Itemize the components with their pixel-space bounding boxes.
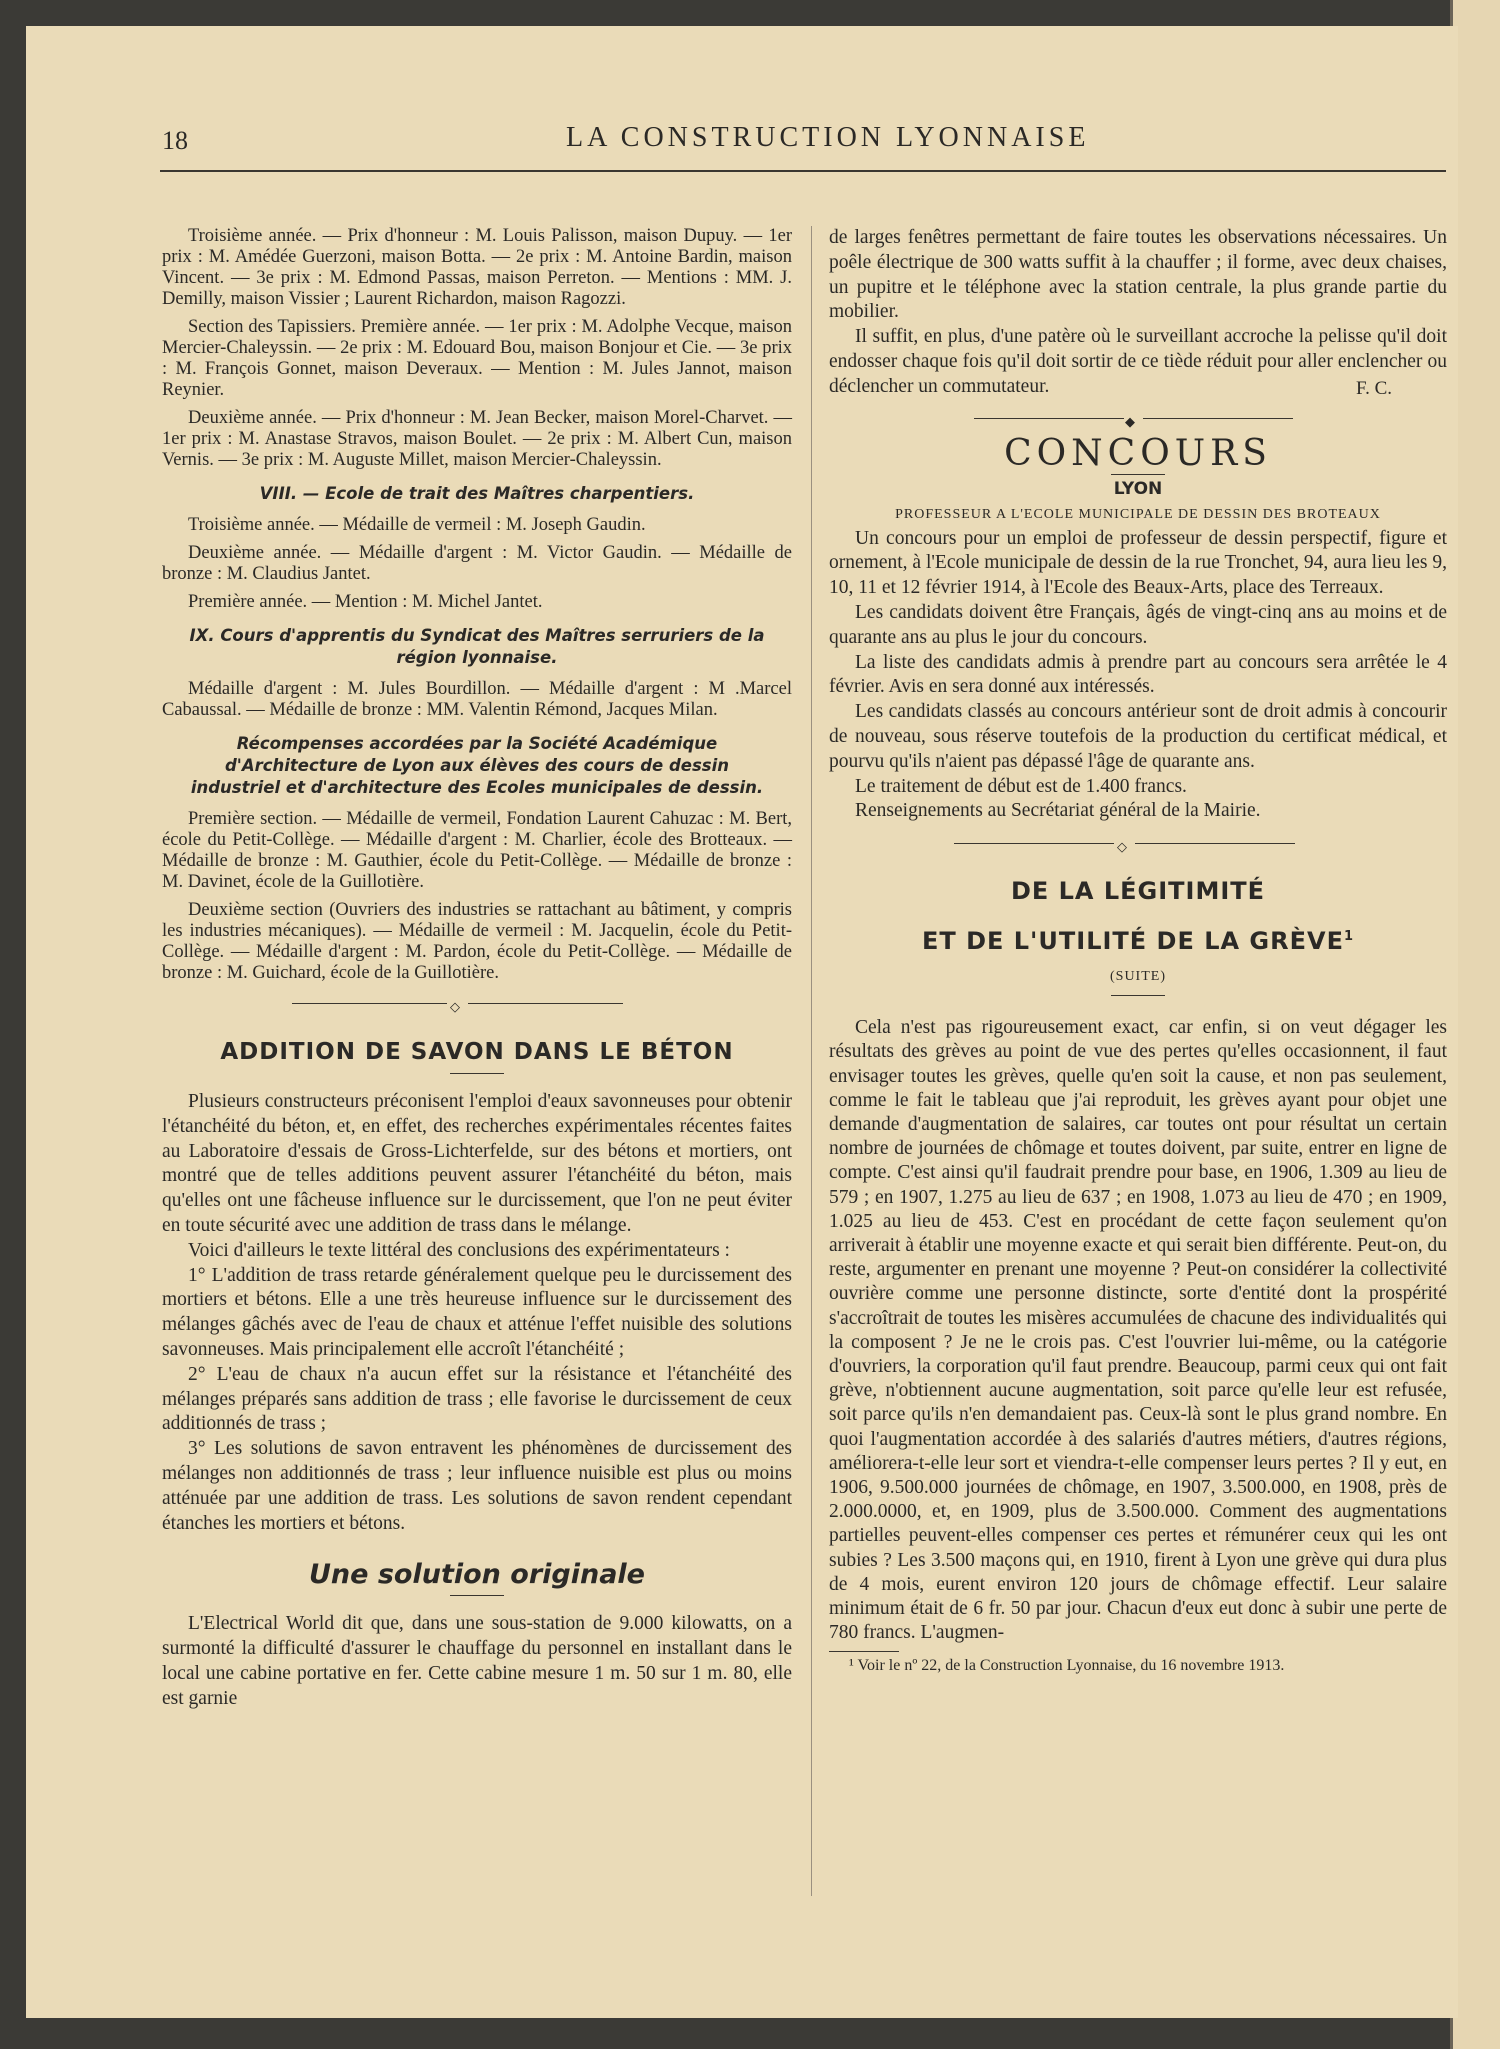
- column-divider: [811, 226, 812, 1896]
- footnote-mark: 1: [1343, 929, 1355, 945]
- ornament-divider: ◇: [162, 992, 792, 1014]
- left-column: [162, 226, 792, 1712]
- article-paragraph: Voici d'ailleurs le texte littéral des conclusions des expérimentateurs :: [188, 1239, 730, 1261]
- article-paragraph: Les candidats classés au concours antérieur sont de droit admis à concourir de nouveau, sous réserve toutefois de la production du certificat médical, et pourvu qu'ils n'aient pas dépassé l'âge de quarante ans.: [829, 701, 1447, 772]
- awards-paragraph: Médaille d'argent : M. Jules Bourdillon. — Médaille d'argent : M .Marcel Cabaussal. — Médaille de bronze : MM. Valentin Rémond, Jacques Milan.: [162, 679, 792, 720]
- article-title: DE LA LÉGITIMITÉ: [1010, 877, 1266, 906]
- title-rule: [1111, 995, 1165, 996]
- article-title: Une solution originale: [309, 1559, 645, 1591]
- awards-paragraph: Section des Tapissiers. Première année. — 1er prix : M. Adolphe Vecque, maison Mercier-Chaleyssin. — 2e prix : M. Edouard Bou, maison Bonjour et Cie. — 3e prix : M. François Gonnet, maison Deveraux. — Mention : M. Jules Jannot, maison Reynier.: [162, 317, 792, 400]
- journal-title: LA CONSTRUCTION LYONNAISE: [566, 122, 1090, 153]
- section-heading: Récompenses accordées par la Société Académique d'Architecture de Lyon aux élèves des cours de dessin industriel et d'architecture des Ecoles municipales de dessin.: [190, 734, 764, 797]
- section-heading: VIII. — Ecole de trait des Maîtres charpentiers.: [259, 484, 695, 503]
- header-rule: [160, 170, 1446, 172]
- article-paragraph: Il suffit, en plus, d'une patère où le surveillant accroche la pelisse qu'il doit endosser chaque fois qu'il doit sortir de ce tiède réduit pour aller enclencher ou déclencher un commutateur.: [829, 326, 1447, 397]
- right-column: [829, 226, 1447, 1676]
- article-paragraph: de larges fenêtres permettant de faire toutes les observations nécessaires. Un poêle électrique de 300 watts suffit à la chauffer ; il forme, avec deux chaises, un pupitre et le téléphone avec la station centrale, la plus grande partie du mobilier.: [829, 227, 1447, 323]
- section-title: CONCOURS: [1004, 432, 1272, 474]
- awards-paragraph: Première année. — Mention : M. Michel Jantet.: [188, 592, 543, 612]
- article-title-line: ET DE L'UTILITÉ DE LA GRÈVE: [921, 927, 1344, 956]
- ornament-divider: ◆: [829, 407, 1447, 429]
- title-rule: [1111, 474, 1165, 475]
- title-rule: [450, 1595, 504, 1596]
- article-paragraph: Les candidats doivent être Français, âgés de vingt-cinq ans au moins et de quarante ans au plus le jour du concours.: [829, 601, 1447, 648]
- article-paragraph: Un concours pour un emploi de professeur de dessin perspectif, figure et ornement, à l'Ecole municipale de dessin de la rue Tronchet, 94, aura lieu les 9, 10, 11 et 12 février 1914, à l'Ecole des Beaux-Arts, place des Terreaux.: [829, 527, 1447, 599]
- awards-paragraph: Première section. — Médaille de vermeil, Fondation Laurent Cahuzac : M. Bert, école du Petit-Collège. — Médaille d'argent : M. Charlier, école des Brotteaux. — Médaille de bronze : M. Gauthier, école du Petit-Collège. — Médaille de bronze : M. Davinet, école de la Guillotière.: [162, 809, 792, 892]
- awards-paragraph: Troisième année. — Médaille de vermeil : M. Joseph Gaudin.: [188, 515, 646, 535]
- article-paragraph: Le traitement de début est de 1.400 francs.: [855, 775, 1187, 797]
- article-paragraph: 1° L'addition de trass retarde généralement quelque peu le durcissement des mortiers et bétons. Elle a une très heureuse influence sur le durcissement des mélanges gâchés avec de l'eau de chaux et atténue l'effet nuisible des solutions savonneuses. Mais principalement elle accroît l'étanchéité ;: [162, 1264, 792, 1360]
- awards-paragraph: Deuxième année. — Prix d'honneur : M. Jean Becker, maison Morel-Charvet. — 1er prix : M. Anastase Stravos, maison Boulet. — 2e prix : M. Albert Cun, maison Vernis. — 3e prix : M. Auguste Millet, maison Mercier-Chaleyssin.: [162, 408, 792, 470]
- awards-paragraph: Deuxième section (Ouvriers des industries se rattachant au bâtiment, y compris les industries mécaniques). — Médaille de vermeil : M. Jacquelin, école du Petit-Collège. — Médaille d'argent : M. Pardon, école du Petit-Collège. — Médaille de bronze : M. Guichard, école de la Guillotière.: [162, 900, 792, 983]
- author-signature: F. C.: [1356, 377, 1392, 399]
- article-title: [829, 914, 1447, 964]
- article-paragraph: 2° L'eau de chaux n'a aucun effet sur la résistance et l'étanchéité des mélanges préparés sans addition de trass ; elle favorise le durcissement de ceux additionnés de trass ;: [162, 1363, 792, 1435]
- continued-label: (SUITE): [1110, 969, 1166, 985]
- ornament-divider: ◇: [829, 832, 1447, 854]
- article-paragraph: La liste des candidats admis à prendre part au concours sera arrêtée le 4 février. Avis en sera donné aux intéressés.: [829, 651, 1447, 698]
- title-rule: [450, 1073, 504, 1074]
- article-paragraph: Renseignements au Secrétariat général de la Mairie.: [855, 800, 1261, 822]
- subsection-subtitle: PROFESSEUR A L'ECOLE MUNICIPALE DE DESSIN DES BROTEAUX: [895, 506, 1381, 522]
- footnote: ¹ Voir le nº 22, de la Construction Lyonnaise, du 16 novembre 1913.: [849, 1657, 1285, 1675]
- article-paragraph: Cela n'est pas rigoureusement exact, car enfin, si on veut dégager les résultats des grèves au point de vue des pertes qu'elles occasionnent, il faut envisager toutes les grèves, quelle qu'en soit la cause, et non pas seulement, comme le fait le tableau que j'ai reproduit, les grèves ayant pour objet une demande d'augmentation de salaires, car toutes ont pour résultat un certain nombre de journées de chômage et toutes doivent, par suite, entrer en ligne de compte. C'est ainsi qu'il faudrait prendre pour base, en 1906, 1.309 au lieu de 579 ; en 1907, 1.275 au lieu de 637 ; en 1908, 1.073 au lieu de 470 ; en 1909, 1.025 au lieu de 453. C'est en procédant de cette façon seulement qu'on arriverait à établir une moyenne exacte et qui serait bien différente. Peut-on, du reste, argumenter en prenant une moyenne ? Peut-on considérer la collectivité ouvrière comme une personne distincte, sorte d'entité dont la prospérité s'accroîtrait de toutes les misères accumulées de chacune des individualités qui la composent ? Je ne le crois pas. C'est l'ouvrier lui-même, ou la catégorie d'ouvriers, la corporation qu'il faut prendre. Beaucoup, parmi ceux qui ont fait grève, n'obtiennent aucune augmentation, soit parce qu'elle leur est refusée, soit parce qu'ils n'en demandaient pas. Ceux-là sont le plus grand nombre. En quoi l'augmentation accordée à des salariés d'autres métiers, d'autres régions, améliorera-t-elle leur sort et viendra-t-elle compenser leurs pertes ? Il y eut, en 1906, 9.500.000 journées de chômage, en 1907, 3.500.000, en 1908, près de 2.000.0000, et, en 1909, plus de 3.500.000. Comment des augmentations partielles peuvent-elles compenser ces pertes et rémunérer ceux qui les ont subies ? Les 3.500 maçons qui, en 1910, firent à Lyon une grève qui dura plus de 4 mois, eurent environ 120 jours de chômage effectif. Leur salaire minimum était de 6 fr. 50 par jour. Chacun d'eux eut donc à subir une perte de 780 francs. L'augmen-: [829, 1017, 1447, 1644]
- page-number: 18: [162, 126, 188, 155]
- document-page: [26, 26, 1458, 2018]
- awards-paragraph: Troisième année. — Prix d'honneur : M. Louis Palisson, maison Dupuy. — 1er prix : M. Amédée Guerzoni, maison Botta. — 2e prix : M. Antoine Bardin, maison Vincent. — 3e prix : M. Edmond Passas, maison Perreton. — Mentions : MM. J. Demilly, maison Vissier ; Laurent Richardon, maison Ragozzi.: [162, 226, 792, 309]
- footnote-rule: [829, 1651, 899, 1652]
- article-paragraph: 3° Les solutions de savon entravent les phénomènes de durcissement des mélanges non additionnés de trass ; leur influence nuisible est plus ou moins atténuée par une addition de trass. Les solutions de savon rendent cependant étanches les mortiers et bétons.: [162, 1438, 792, 1534]
- awards-paragraph: Deuxième année. — Médaille d'argent : M. Victor Gaudin. — Médaille de bronze : M. Claudius Jantet.: [162, 543, 792, 584]
- article-paragraph: L'Electrical World dit que, dans une sous-station de 9.000 kilowatts, on a surmonté la difficulté d'assurer le chauffage du personnel en installant dans le local une cabine portative en fer. Cette cabine mesure 1 m. 50 sur 1 m. 80, elle est garnie: [162, 1613, 792, 1709]
- section-heading: IX. Cours d'apprentis du Syndicat des Maîtres serruriers de la région lyonnaise.: [189, 626, 765, 667]
- subsection-title: LYON: [1113, 478, 1163, 499]
- article-paragraph: Plusieurs constructeurs préconisent l'emploi d'eaux savonneuses pour obtenir l'étanchéité du béton, et, en effet, des recherches expérimentales récentes faites au Laboratoire d'essais de Gross-Lichterfelde, sur des bétons et mortiers, ont montré que de telles additions peuvent assurer l'étanchéité du béton, mais qu'elles ont une fâcheuse influence sur le durcissement, que l'on ne peut éviter en toute sécurité avec une addition de trass dans le mélange.: [162, 1091, 792, 1236]
- article-title: ADDITION DE SAVON DANS LE BÉTON: [220, 1039, 734, 1065]
